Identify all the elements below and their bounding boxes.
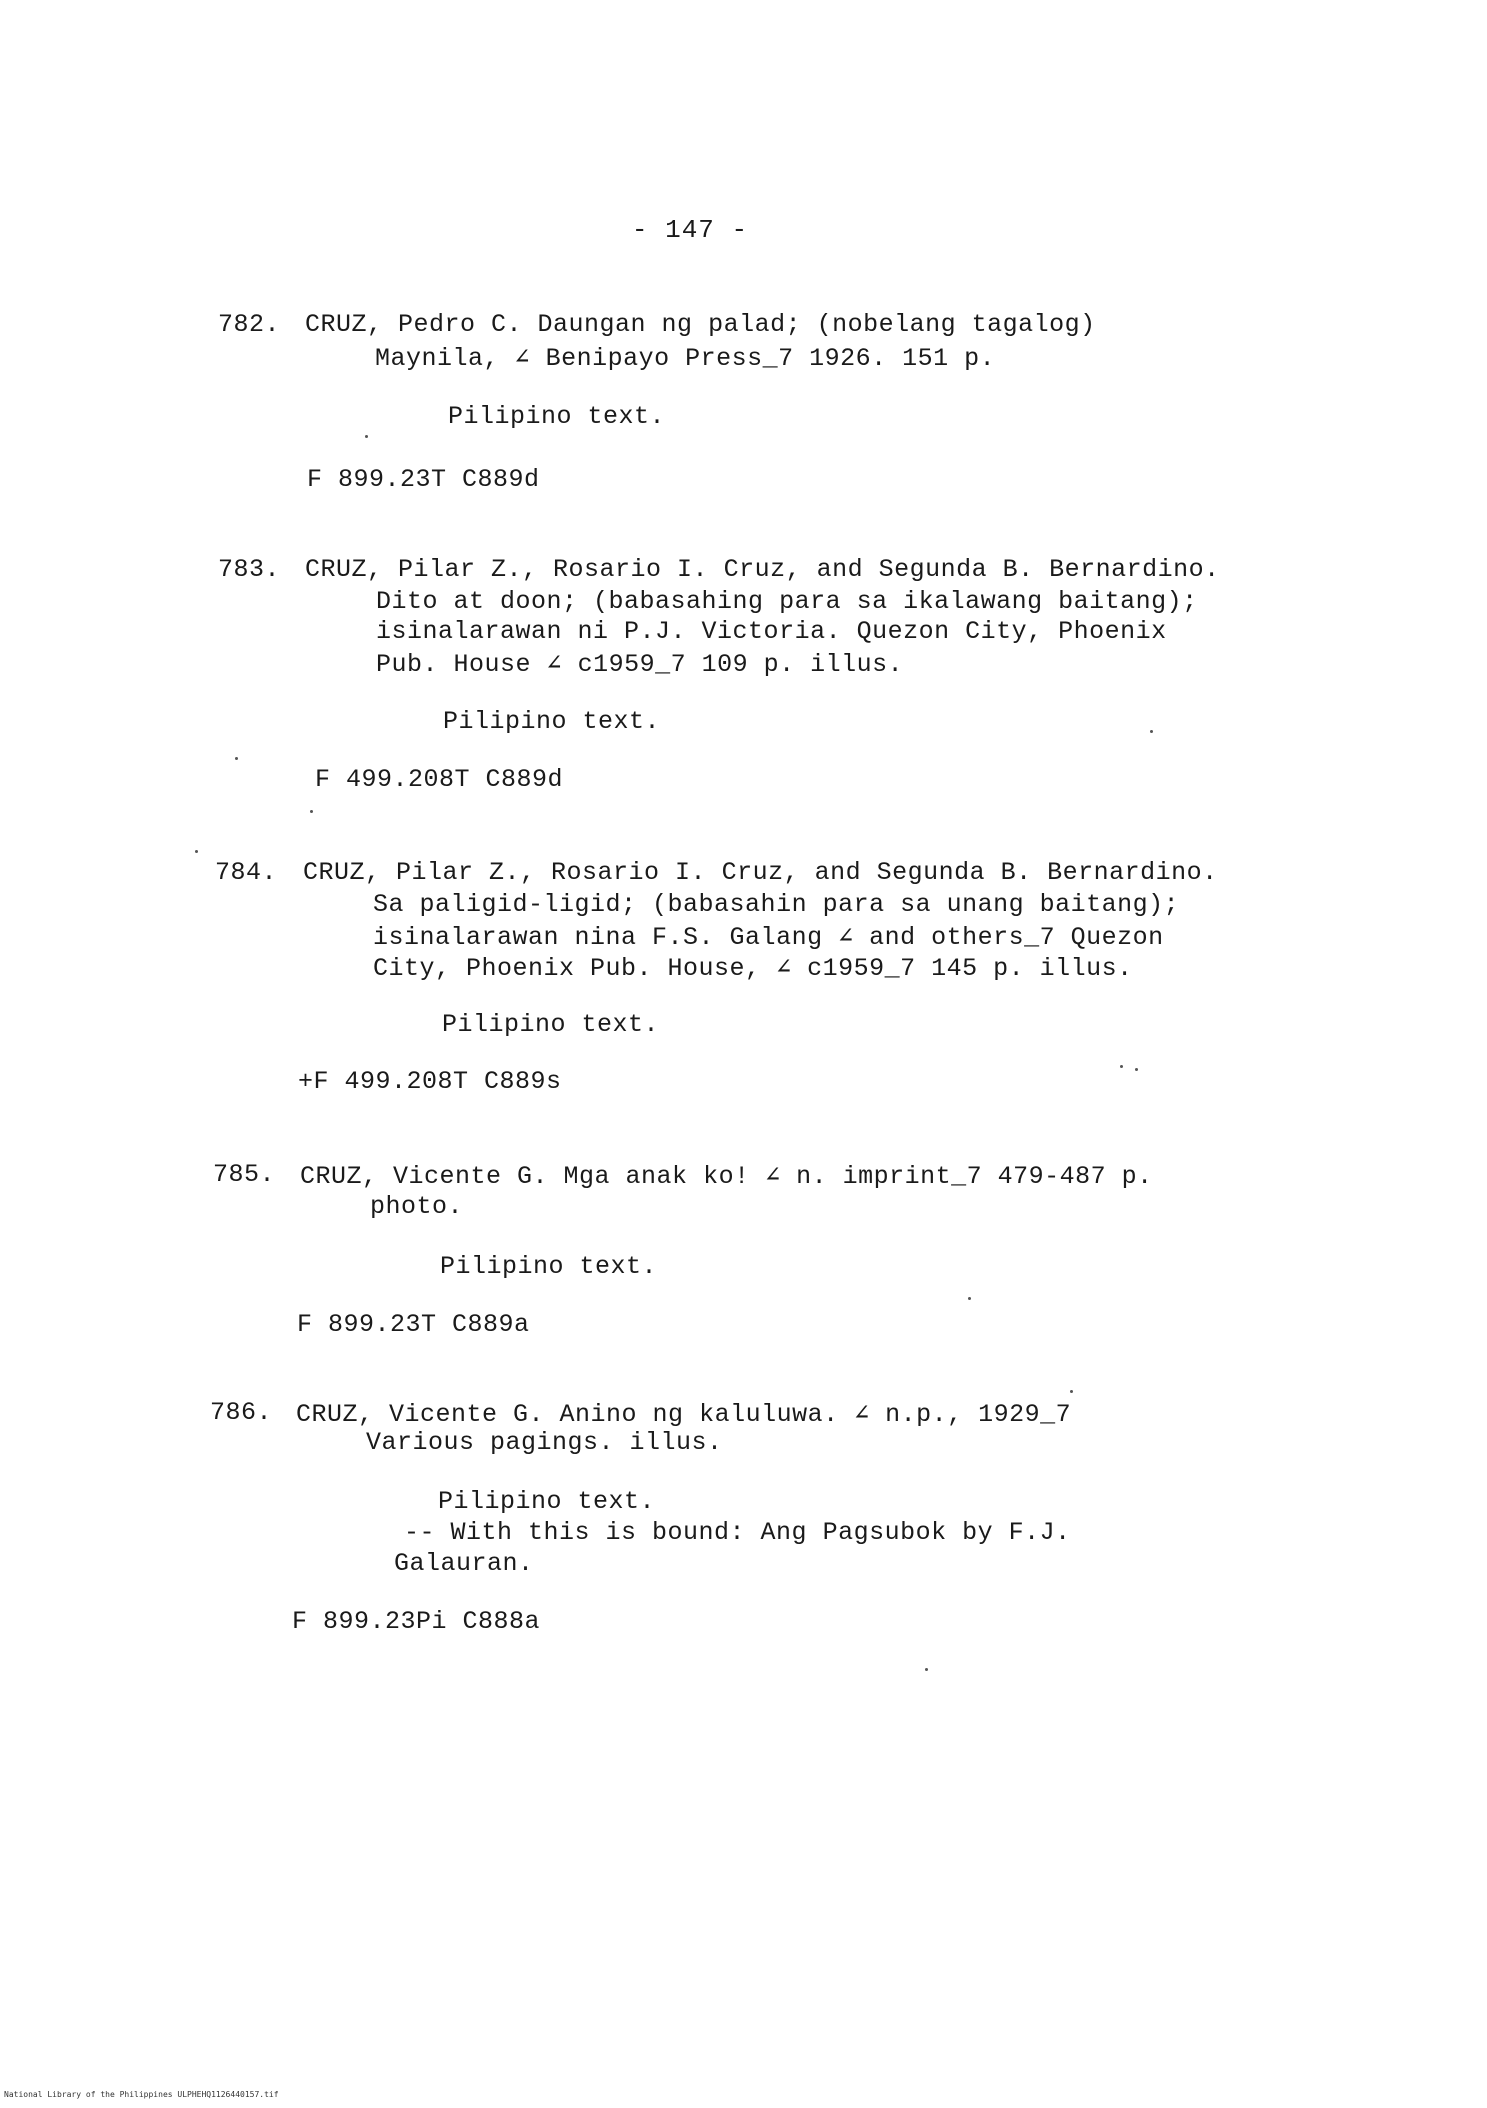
scan-footer: National Library of the Philippines ULPHEHQ1126440157.tif (4, 2090, 279, 2099)
entry-line: CRUZ, Vicente G. Mga anak ko! ∠ n. imprint_7 479-487 p. (300, 1162, 1153, 1191)
entry-line: CRUZ, Vicente G. Anino ng kaluluwa. ∠ n.p., 1929_7 (296, 1400, 1072, 1429)
entry-note: Pilipino text. (443, 707, 661, 736)
entry-number: 786. (210, 1398, 273, 1427)
call-number: F 899.23Pi C888a (292, 1607, 541, 1636)
entry-line: Maynila, ∠ Benipayo Press_7 1926. 151 p. (375, 344, 996, 373)
entry-line: Dito at doon; (babasahing para sa ikalawang baitang); (376, 587, 1198, 616)
call-number: +F 499.208T C889s (298, 1067, 562, 1096)
entry-note: Pilipino text. (448, 402, 666, 431)
call-number: F 899.23T C889a (297, 1310, 530, 1339)
entry-line: CRUZ, Pedro C. Daungan ng palad; (nobelang tagalog) (305, 310, 1096, 339)
entry-number: 784. (215, 858, 278, 887)
scan-speck (310, 810, 313, 813)
call-number: F 499.208T C889d (315, 765, 564, 794)
scan-speck (195, 850, 198, 853)
scan-speck (968, 1297, 971, 1300)
entry-line: CRUZ, Pilar Z., Rosario I. Cruz, and Segunda B. Bernardino. (305, 555, 1220, 584)
entry-note: Pilipino text. (438, 1487, 656, 1516)
call-number: F 899.23T C889d (307, 465, 540, 494)
entry-note: Galauran. (394, 1549, 534, 1578)
scan-speck (1135, 1068, 1138, 1071)
scan-speck (1070, 1390, 1073, 1393)
entry-line: Various pagings. illus. (366, 1428, 723, 1457)
entry-line: isinalarawan nina F.S. Galang ∠ and others_7 Quezon (373, 923, 1164, 952)
scan-speck (1150, 730, 1153, 733)
entry-line: Sa paligid-ligid; (babasahin para sa unang baitang); (373, 890, 1180, 919)
entry-note: Pilipino text. (442, 1010, 660, 1039)
entry-line: Pub. House ∠ c1959_7 109 p. illus. (376, 650, 904, 679)
entry-note: -- With this is bound: Ang Pagsubok by F.J. (404, 1518, 1071, 1547)
scan-speck (365, 435, 368, 438)
scan-speck (235, 757, 238, 760)
entry-line: photo. (370, 1192, 464, 1221)
entry-note: Pilipino text. (440, 1252, 658, 1281)
entry-number: 782. (218, 310, 281, 339)
entry-line: City, Phoenix Pub. House, ∠ c1959_7 145 p. illus. (373, 954, 1133, 983)
scan-speck (925, 1668, 928, 1671)
entry-number: 785. (213, 1160, 276, 1189)
scan-speck (1120, 1065, 1123, 1068)
entry-line: CRUZ, Pilar Z., Rosario I. Cruz, and Segunda B. Bernardino. (303, 858, 1218, 887)
entry-number: 783. (218, 555, 281, 584)
page-number: - 147 - (631, 215, 749, 245)
entry-line: isinalarawan ni P.J. Victoria. Quezon City, Phoenix (376, 617, 1167, 646)
